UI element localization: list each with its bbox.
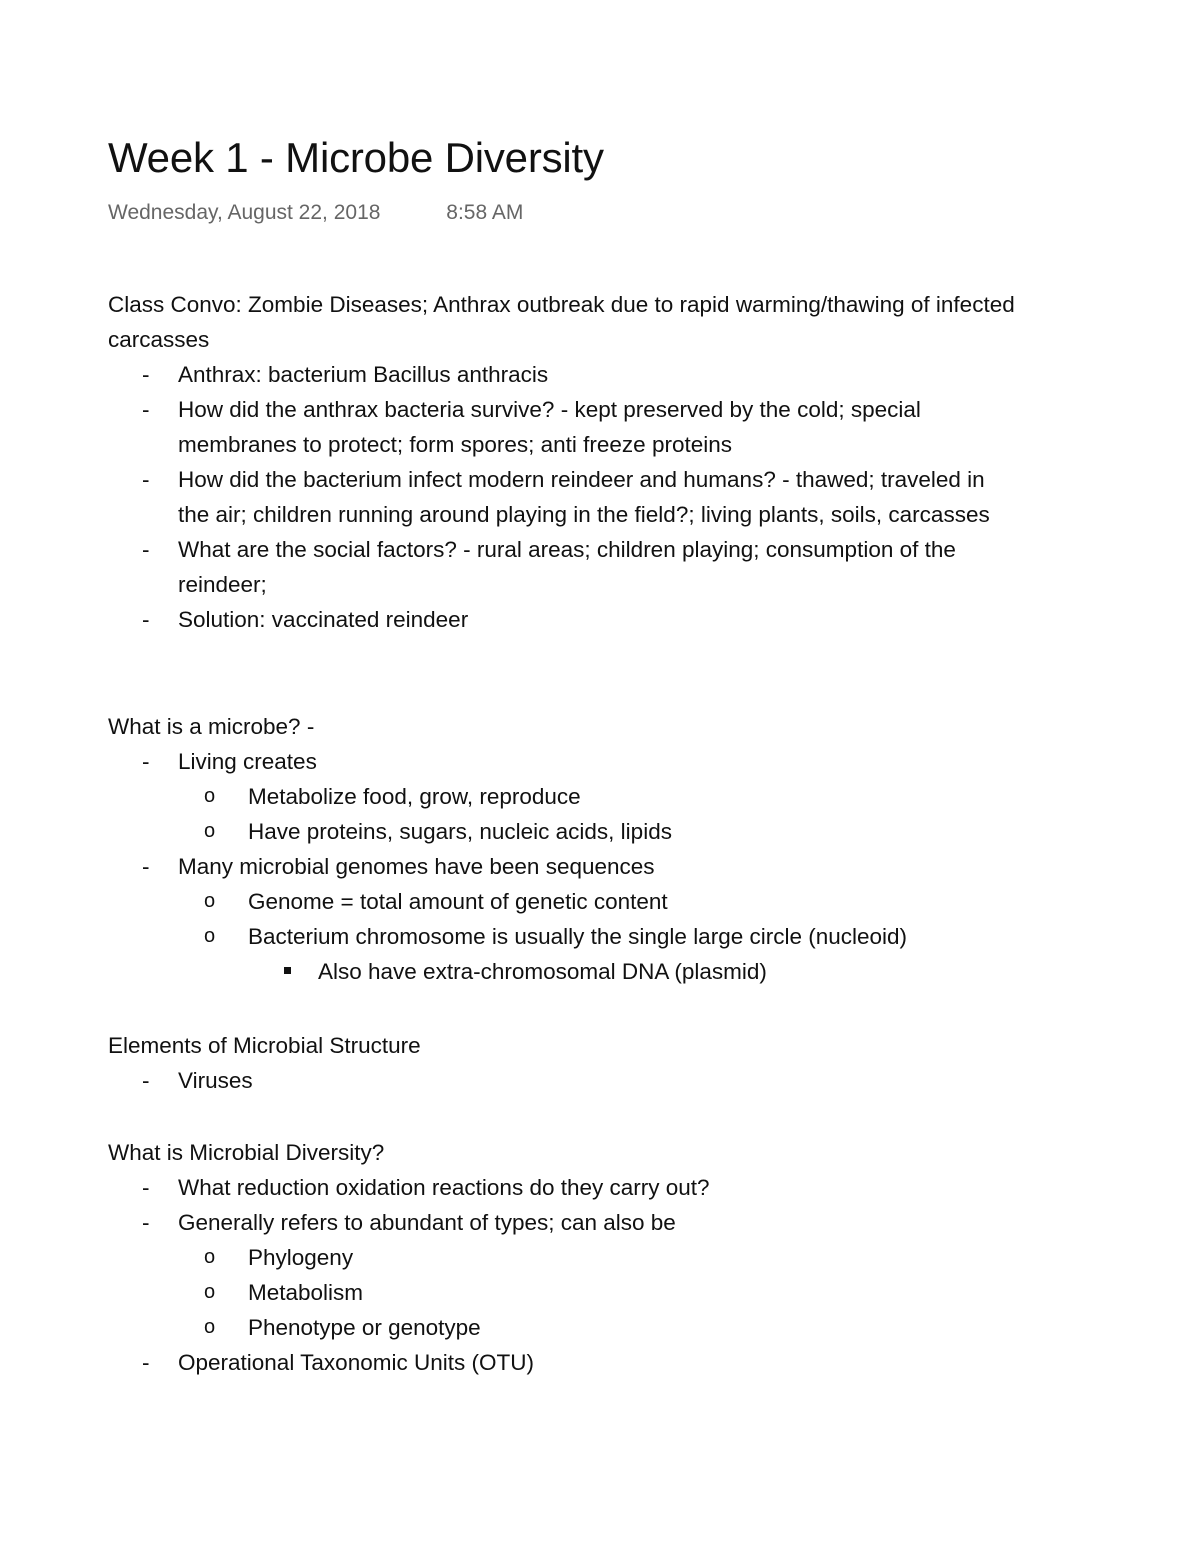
sub-list-item-text: Phylogeny xyxy=(248,1245,354,1270)
section-what-is-microbe xyxy=(108,709,1188,989)
page-time: 8:58 AM xyxy=(446,201,524,224)
list-item-text: Living creates xyxy=(178,749,317,774)
sub-list-item xyxy=(108,814,1188,849)
bullet-list xyxy=(108,849,1188,884)
list-item-text: Generally refers to abundant of types; can also be xyxy=(178,1210,676,1235)
dash-bullet: - xyxy=(142,1175,150,1200)
list-item xyxy=(108,1205,1188,1240)
section-heading: Elements of Microbial Structure xyxy=(108,1033,421,1058)
list-item-text-continued: the air; children running around playing in the field?; living plants, soils, carcasses xyxy=(178,502,990,527)
circle-bullet: o xyxy=(204,785,216,807)
sub-list-item xyxy=(108,919,1188,954)
dash-bullet: - xyxy=(142,537,150,562)
circle-bullet: o xyxy=(204,1246,216,1268)
page-date: Wednesday, August 22, 2018 xyxy=(108,201,381,224)
section-microbial-structure xyxy=(108,1028,1188,1098)
page-meta xyxy=(108,198,523,228)
list-item xyxy=(108,357,1188,392)
sub-list-item xyxy=(108,884,1188,919)
section-heading: Class Convo: Zombie Diseases; Anthrax outbreak due to rapid warming/thawing of infected xyxy=(108,292,1015,317)
circle-bullet: o xyxy=(204,890,216,912)
sub-list-item xyxy=(108,1310,1188,1345)
list-item xyxy=(108,1170,1188,1205)
dash-bullet: - xyxy=(142,854,150,879)
sub-list-item-text: Metabolism xyxy=(248,1280,364,1305)
section-heading-continued: carcasses xyxy=(108,327,210,352)
sub-bullet-list xyxy=(108,779,1188,849)
section-heading: What is Microbial Diversity? xyxy=(108,1140,385,1165)
list-item xyxy=(108,744,1188,779)
sub-sub-list-item-text: Also have extra-chromosomal DNA (plasmid) xyxy=(318,959,767,984)
sub-bullet-list xyxy=(108,884,1188,954)
dash-bullet: - xyxy=(142,1068,150,1093)
dash-bullet: - xyxy=(142,607,150,632)
bullet-list xyxy=(108,1345,1188,1380)
list-item xyxy=(108,1345,1188,1380)
list-item xyxy=(108,849,1188,884)
list-item xyxy=(108,532,1188,602)
sub-list-item xyxy=(108,779,1188,814)
sub-sub-list-item xyxy=(108,954,1188,989)
section-class-convo xyxy=(108,287,1188,637)
list-item xyxy=(108,602,1188,637)
sub-list-item-text: Bacterium chromosome is usually the single large circle (nucleoid) xyxy=(248,924,908,949)
bullet-list xyxy=(108,357,1188,637)
circle-bullet: o xyxy=(204,1281,216,1303)
sub-list-item xyxy=(108,1275,1188,1310)
dash-bullet: - xyxy=(142,1210,150,1235)
sub-list-item xyxy=(108,1240,1188,1275)
sub-list-item-text: Phenotype or genotype xyxy=(248,1315,481,1340)
bullet-list xyxy=(108,1063,1188,1098)
bullet-list xyxy=(108,744,1188,779)
list-item-text-continued: membranes to protect; form spores; anti freeze proteins xyxy=(178,432,732,457)
circle-bullet: o xyxy=(204,1316,216,1338)
list-item-text: Viruses xyxy=(178,1068,253,1093)
dash-bullet: - xyxy=(142,749,150,774)
list-item-text-continued: reindeer; xyxy=(178,572,267,597)
sub-bullet-list xyxy=(108,1240,1188,1345)
page-title: Week 1 - Microbe Diversity xyxy=(108,134,604,181)
list-item-text: Many microbial genomes have been sequences xyxy=(178,854,655,879)
dash-bullet: - xyxy=(142,362,150,387)
list-item xyxy=(108,392,1188,462)
circle-bullet: o xyxy=(204,925,216,947)
circle-bullet: o xyxy=(204,820,216,842)
list-item-text: How did the anthrax bacteria survive? - kept preserved by the cold; special xyxy=(178,397,921,422)
list-item xyxy=(108,462,1188,532)
list-item-text: Anthrax: bacterium Bacillus anthracis xyxy=(178,362,549,387)
list-item-text: How did the bacterium infect modern reindeer and humans? - thawed; traveled in xyxy=(178,467,985,492)
sub-list-item-text: Genome = total amount of genetic content xyxy=(248,889,668,914)
bullet-list xyxy=(108,1170,1188,1240)
square-bullet-icon xyxy=(284,967,291,974)
list-item xyxy=(108,1063,1188,1098)
sub-list-item-text: Metabolize food, grow, reproduce xyxy=(248,784,581,809)
section-microbial-diversity xyxy=(108,1135,1188,1380)
sub-list-item-text: Have proteins, sugars, nucleic acids, lipids xyxy=(248,819,672,844)
section-heading: What is a microbe? - xyxy=(108,714,315,739)
list-item-text: What are the social factors? - rural areas; children playing; consumption of the xyxy=(178,537,956,562)
sub-sub-bullet-list xyxy=(108,954,1188,989)
dash-bullet: - xyxy=(142,1350,150,1375)
list-item-text: Operational Taxonomic Units (OTU) xyxy=(178,1350,534,1375)
dash-bullet: - xyxy=(142,467,150,492)
dash-bullet: - xyxy=(142,397,150,422)
list-item-text: Solution: vaccinated reindeer xyxy=(178,607,469,632)
list-item-text: What reduction oxidation reactions do they carry out? xyxy=(178,1175,710,1200)
